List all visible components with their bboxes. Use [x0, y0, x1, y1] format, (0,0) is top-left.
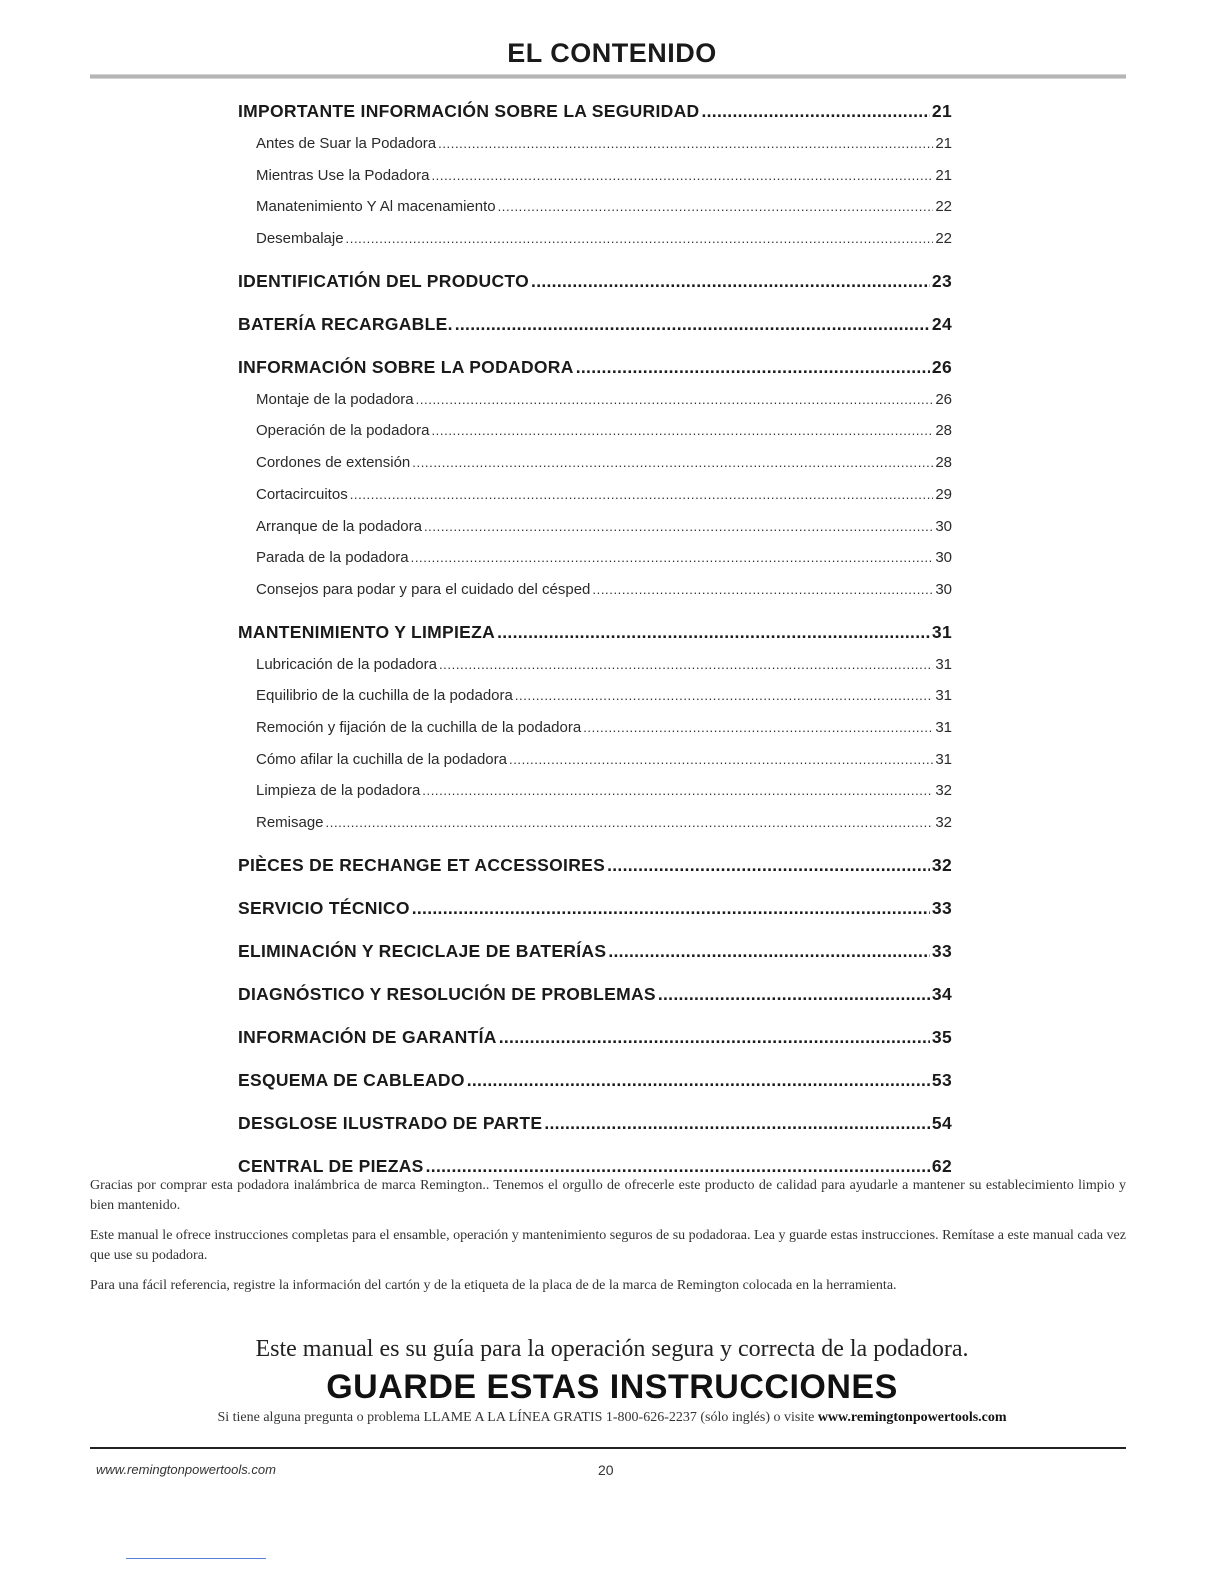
toc-entry-label: IDENTIFICATIÓN DEL PRODUCTO [238, 270, 530, 291]
toc-page-number: 30 [935, 549, 952, 567]
toc-dot-leader [498, 191, 934, 223]
toc-dot-leader [439, 649, 933, 681]
decorative-blue-line [126, 1558, 266, 1559]
toc-dot-leader [326, 807, 934, 839]
toc-page-number: 30 [935, 517, 952, 535]
toc-dot-leader [431, 415, 933, 447]
toc-dot-leader [467, 1063, 930, 1097]
intro-text [90, 1176, 1126, 1306]
toc-page-number: 33 [931, 940, 952, 961]
toc-main-entry[interactable] [238, 350, 952, 384]
toc-dot-leader [608, 934, 930, 968]
toc-sub-entry[interactable] [238, 542, 952, 574]
toc-dot-leader [607, 848, 930, 882]
table-of-contents [238, 94, 952, 1192]
toc-sub-entry[interactable] [238, 649, 952, 681]
toc-entry-label: PIÈCES DE RECHANGE ET ACCESSOIRES [238, 854, 606, 875]
toc-dot-leader [416, 384, 934, 416]
toc-page-number: 32 [935, 782, 952, 800]
save-instructions-heading: GUARDE ESTAS INSTRUCCIONES [326, 1368, 898, 1406]
toc-dot-leader [531, 264, 930, 298]
page-title: EL CONTENIDO [507, 38, 717, 68]
toc-page-number: 31 [935, 718, 952, 736]
toc-section [238, 94, 952, 255]
toc-entry-label: DESGLOSE ILUSTRADO DE PARTE [238, 1112, 543, 1133]
toc-section [238, 1020, 952, 1054]
toc-entry-label: Operación de la podadora [256, 422, 430, 440]
help-text: Si tiene alguna pregunta o problema LLAME A LA LÍNEA GRATIS 1-800-626-2237 (sólo inglés) o visite [217, 1410, 818, 1425]
toc-page-number: 29 [935, 485, 952, 503]
toc-section [238, 264, 952, 298]
toc-dot-leader [412, 891, 930, 925]
toc-entry-label: Parada de la podadora [256, 549, 409, 567]
toc-entry-label: Manatenimiento Y Al macenamiento [256, 198, 496, 216]
toc-page-number: 31 [935, 750, 952, 768]
toc-page-number: 26 [931, 356, 952, 377]
toc-entry-label: Remisage [256, 814, 324, 831]
toc-section [238, 891, 952, 925]
toc-entry-label: Remoción y fijación de la cuchilla de la podadora [256, 718, 582, 736]
toc-sub-entry[interactable] [238, 223, 952, 255]
toc-dot-leader [658, 977, 930, 1011]
toc-main-entry[interactable] [238, 264, 952, 298]
toc-entry-label: Cortacircuitos [256, 485, 348, 503]
toc-sub-entry[interactable] [238, 160, 952, 192]
toc-main-entry[interactable] [238, 307, 952, 341]
footer-url[interactable]: www.remingtonpowertools.com [96, 1462, 276, 1477]
toc-page-number: 31 [931, 621, 952, 642]
toc-dot-leader [499, 1020, 930, 1054]
help-line [0, 1410, 1224, 1426]
toc-dot-leader [576, 350, 930, 384]
toc-sub-entry[interactable] [238, 511, 952, 543]
intro-paragraph-thanks: Gracias por comprar esta podadora inalámbrica de marca Remington.. Tenemos el orgullo de ofrecerle este producto de calidad para ayudarle a mantener su establecimiento limpio y bien mantenido. [90, 1178, 1126, 1213]
toc-section [238, 934, 952, 968]
toc-dot-leader [346, 223, 934, 255]
toc-dot-leader [592, 574, 933, 606]
toc-page-number: 32 [935, 814, 952, 831]
toc-page-number: 21 [931, 101, 952, 121]
toc-section [238, 977, 952, 1011]
toc-sub-entry[interactable] [238, 807, 952, 839]
toc-main-entry[interactable] [238, 977, 952, 1011]
toc-entry-label: Desembalaje [256, 230, 344, 248]
toc-entry-label: CENTRAL DE PIEZAS [238, 1155, 424, 1176]
toc-main-entry[interactable] [238, 615, 952, 649]
footer-rule [90, 1447, 1126, 1449]
toc-section [238, 1063, 952, 1097]
toc-entry-label: Montaje de la podadora [256, 390, 414, 408]
toc-sub-entry[interactable] [238, 384, 952, 416]
toc-main-entry[interactable] [238, 1063, 952, 1097]
footer-page-number: 20 [598, 1462, 614, 1478]
intro-paragraph-manual: Este manual le ofrece instrucciones completas para el ensamble, operación y mantenimiento seguros de su podadoraa. Lea y guarde estas instrucciones. Remítase a este manual cada vez que use su podadora. [90, 1228, 1126, 1263]
toc-section [238, 615, 952, 839]
toc-page-number: 26 [935, 390, 952, 408]
toc-page-number: 23 [931, 270, 952, 291]
toc-entry-label: BATERÍA RECARGABLE. [238, 313, 453, 334]
toc-dot-leader [515, 680, 933, 712]
toc-page-number: 21 [935, 166, 952, 184]
toc-sub-entry[interactable] [238, 191, 952, 223]
title-rule [90, 74, 1126, 79]
toc-page-number: 33 [931, 897, 952, 918]
toc-page-number: 54 [931, 1112, 952, 1133]
toc-page-number: 35 [931, 1026, 952, 1047]
toc-entry-label: DIAGNÓSTICO Y RESOLUCIÓN DE PROBLEMAS [238, 983, 656, 1004]
toc-entry-label: Lubricación de la podadora [256, 655, 437, 673]
toc-section [238, 307, 952, 341]
toc-entry-label: Equilibrio de la cuchilla de la podadora [256, 687, 513, 705]
toc-sub-entry[interactable] [238, 744, 952, 776]
toc-page-number: 32 [931, 854, 952, 875]
toc-sub-entry[interactable] [238, 712, 952, 744]
toc-entry-label: SERVICIO TÉCNICO [238, 897, 410, 918]
toc-dot-leader [411, 542, 934, 574]
toc-main-entry[interactable] [238, 891, 952, 925]
toc-entry-label: MANTENIMIENTO Y LIMPIEZA [238, 621, 496, 642]
toc-main-entry[interactable] [238, 94, 952, 128]
toc-sub-entry[interactable] [238, 447, 952, 479]
toc-entry-label: Limpieza de la podadora [256, 782, 421, 800]
toc-page-number: 53 [931, 1069, 952, 1090]
toc-page-number: 28 [935, 422, 952, 440]
toc-entry-label: Antes de Suar la Podadora [256, 135, 437, 152]
toc-entry-label: INFORMACIÓN SOBRE LA PODADORA [238, 356, 574, 377]
toc-dot-leader [412, 447, 933, 479]
toc-section [238, 848, 952, 882]
toc-entry-label: Cómo afilar la cuchilla de la podadora [256, 750, 507, 768]
toc-sub-entry[interactable] [238, 415, 952, 447]
toc-dot-leader [438, 128, 933, 160]
toc-dot-leader [422, 775, 933, 807]
toc-section [238, 350, 952, 606]
toc-page-number: 22 [935, 198, 952, 216]
toc-page-number: 28 [935, 454, 952, 472]
toc-sub-entry[interactable] [238, 680, 952, 712]
toc-dot-leader [583, 712, 933, 744]
toc-page-number: 22 [935, 230, 952, 248]
toc-page-number: 34 [931, 983, 952, 1004]
toc-entry-label: IMPORTANTE INFORMACIÓN SOBRE LA SEGURIDAD [238, 101, 700, 121]
toc-page-number: 62 [931, 1155, 952, 1176]
toc-sub-entry[interactable] [238, 128, 952, 160]
toc-page-number: 21 [935, 135, 952, 152]
toc-entry-label: Cordones de extensión [256, 454, 411, 472]
toc-dot-leader [544, 1106, 930, 1140]
toc-dot-leader [497, 615, 930, 649]
toc-sub-entry[interactable] [238, 775, 952, 807]
toc-dot-leader [509, 744, 933, 776]
toc-page-number: 31 [935, 655, 952, 673]
help-website-link[interactable]: www.remingtonpowertools.com [817, 1410, 1007, 1425]
toc-dot-leader [455, 307, 930, 341]
toc-main-entry[interactable] [238, 1106, 952, 1140]
toc-page-number: 31 [935, 687, 952, 705]
toc-entry-label: Mientras Use la Podadora [256, 166, 430, 184]
toc-section [238, 1106, 952, 1140]
toc-page-number: 24 [931, 313, 952, 334]
toc-sub-entry[interactable] [238, 574, 952, 606]
toc-page-number: 30 [935, 580, 952, 598]
toc-entry-label: Consejos para podar y para el cuidado del césped [256, 580, 591, 598]
intro-paragraph-reference: Para una fácil referencia, registre la información del cartón y de la etiqueta de la placa de de la marca de Remington colocada en la herramienta. [90, 1278, 897, 1293]
toc-entry-label: ESQUEMA DE CABLEADO [238, 1069, 465, 1090]
toc-sub-entry[interactable] [238, 479, 952, 511]
toc-dot-leader [350, 479, 934, 511]
toc-dot-leader [701, 94, 929, 128]
guide-statement: Este manual es su guía para la operación segura y correcta de la podadora. [255, 1336, 969, 1362]
toc-entry-label: INFORMACIÓN DE GARANTÍA [238, 1026, 497, 1047]
toc-main-entry[interactable] [238, 848, 952, 882]
toc-dot-leader [431, 160, 933, 192]
toc-entry-label: Arranque de la podadora [256, 517, 422, 535]
toc-entry-label: ELIMINACIÓN Y RECICLAJE DE BATERÍAS [238, 940, 607, 961]
toc-main-entry[interactable] [238, 934, 952, 968]
toc-main-entry[interactable] [238, 1020, 952, 1054]
toc-dot-leader [424, 511, 933, 543]
